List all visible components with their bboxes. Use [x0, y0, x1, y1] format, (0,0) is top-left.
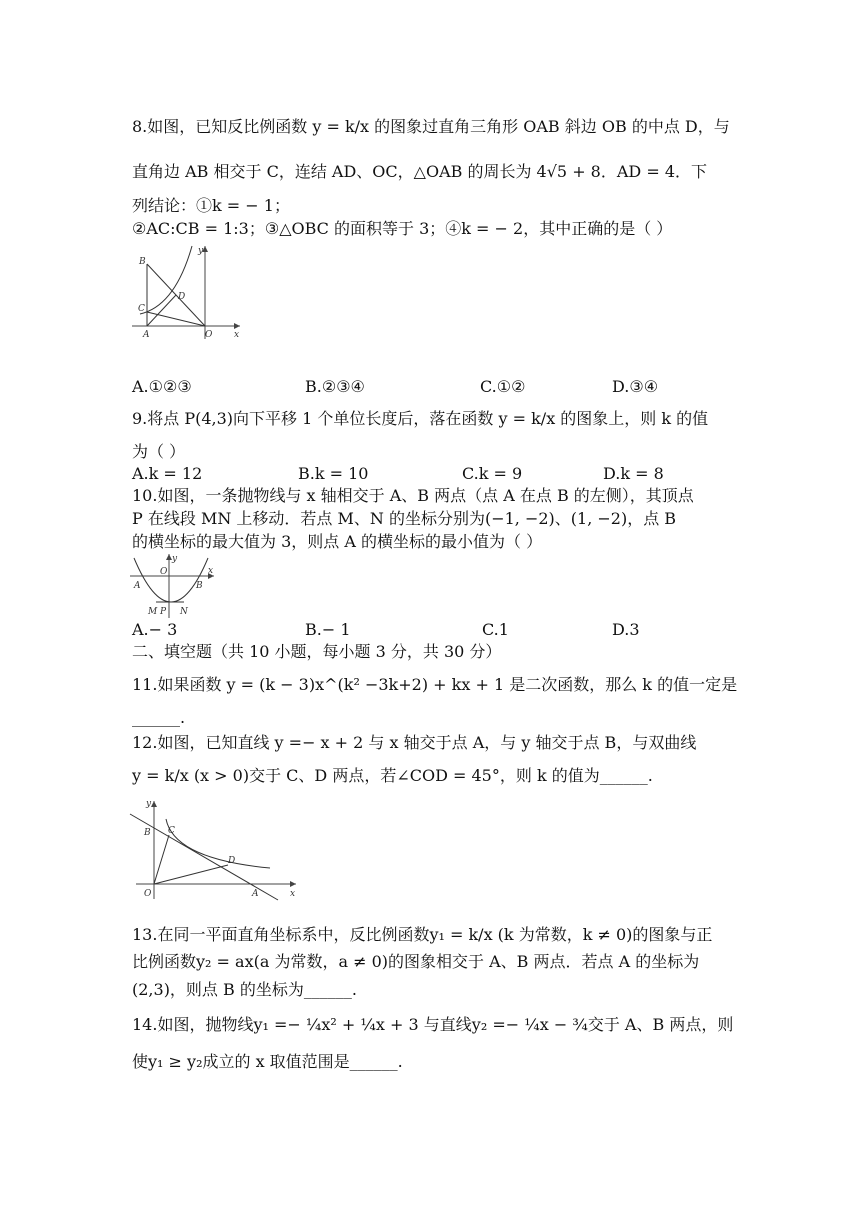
q10-option-c: C.1 — [482, 620, 509, 639]
q8-option-d: D.③④ — [612, 377, 659, 396]
q8-label-o: O — [205, 330, 213, 340]
q12-line-ab — [130, 814, 278, 900]
q8-option-c: C.①② — [480, 377, 526, 396]
q12-label-x: x — [290, 889, 296, 899]
q12-label-d: D — [228, 856, 236, 866]
q8-label-c: C — [138, 304, 145, 314]
q12-label-o: O — [144, 889, 152, 899]
q10-option-d: D.3 — [612, 620, 640, 639]
q8-label-y: y — [198, 246, 204, 256]
q12-line-2: y = k/x (x > 0)交于 C、D 两点，若∠COD = 45°，则 k 的值为______. — [132, 766, 653, 785]
q10-label-y: y — [172, 554, 178, 564]
q9-line-1: 9.将点 P(4,3)向下平移 1 个单位长度后，落在函数 y = k/x 的图象上，则 k 的值 — [132, 409, 709, 428]
q8-label-a: A — [143, 330, 150, 340]
q10-label-p: P — [160, 607, 167, 617]
q10-line-3: 的横坐标的最大值为 3，则点 A 的横坐标的最小值为（ ） — [132, 532, 543, 551]
q10-option-b: B.− 1 — [305, 620, 351, 639]
q9-option-b: B.k = 10 — [298, 464, 369, 483]
q12-segment-oc — [154, 835, 169, 884]
q12-segment-od — [154, 865, 228, 884]
q10-parabola — [134, 558, 208, 602]
q8-label-b: B — [139, 257, 146, 267]
q12-figure — [128, 797, 303, 905]
q12-label-y: y — [146, 799, 152, 809]
q9-option-c: C.k = 9 — [462, 464, 523, 483]
q8-option-b: B.②③④ — [305, 377, 365, 396]
q8-x-arrow-icon — [234, 323, 240, 329]
q10-figure — [128, 552, 218, 622]
q12-line-1: 12.如图，已知直线 y =− x + 2 与 x 轴交于点 A，与 y 轴交于点 B，与双曲线 — [132, 733, 697, 752]
q13-line-1: 13.在同一平面直角坐标系中，反比例函数y₁ = k/x (k 为常数，k ≠ 0)的图象与正 — [132, 925, 713, 944]
q12-label-c: C — [168, 826, 175, 836]
q12-label-a: A — [252, 889, 259, 899]
q11-line-1: 11.如果函数 y = (k − 3)x^(k² −3k+2) + kx + 1 是二次函数，那么 k 的值一定是 — [132, 675, 738, 694]
q8-segment-ad — [147, 295, 176, 326]
section-heading-fill-in: 二、填空题（共 10 小题，每小题 3 分，共 30 分） — [132, 642, 502, 661]
q11-line-2: ______. — [132, 708, 186, 727]
q12-label-b: B — [144, 828, 151, 838]
q14-line-2: 使y₁ ≥ y₂成立的 x 取值范围是______. — [132, 1052, 403, 1071]
q8-option-a: A.①②③ — [132, 377, 192, 396]
q8-label-x: x — [234, 330, 240, 340]
q10-label-b: B — [196, 581, 203, 591]
q10-label-n: N — [180, 607, 188, 617]
q12-y-arrow-icon — [151, 801, 157, 807]
q10-label-a: A — [134, 581, 141, 591]
q13-line-2: 比例函数y₂ = ax(a 为常数，a ≠ 0)的图象相交于 A、B 两点．若点 A 的坐标为 — [132, 952, 700, 971]
q8-line-1: 8.如图，已知反比例函数 y = k/x 的图象过直角三角形 OAB 斜边 OB 的中点 D，与 — [132, 117, 730, 136]
q8-label-d: D — [178, 292, 186, 302]
q14-line-1: 14.如图，抛物线y₁ =− ¼x² + ¼x + 3 与直线y₂ =− ¼x − ¾交于 A、B 两点，则 — [132, 1015, 734, 1034]
q13-line-3: (2,3)，则点 B 的坐标为______. — [132, 980, 357, 999]
q10-label-o: O — [160, 567, 168, 577]
q9-option-a: A.k = 12 — [132, 464, 203, 483]
q8-figure — [130, 244, 245, 344]
q9-option-d: D.k = 8 — [603, 464, 664, 483]
q10-line-1: 10.如图，一条抛物线与 x 轴相交于 A、B 两点（点 A 在点 B 的左侧），其顶点 — [132, 486, 694, 505]
q10-option-a: A.− 3 — [132, 620, 178, 639]
q10-label-x: x — [208, 566, 214, 576]
q8-line-4: ②AC:CB = 1:3；③△OBC 的面积等于 3；④k = − 2，其中正确的是（ ） — [132, 219, 673, 238]
q10-label-m: M — [148, 607, 158, 617]
q10-line-2: P 在线段 MN 上移动．若点 M、N 的坐标分别为(−1, −2)、(1, −2)，点 B — [132, 509, 677, 528]
q9-line-2: 为（ ） — [132, 442, 186, 461]
q8-segment-oc — [147, 312, 205, 326]
q12-x-arrow-icon — [290, 881, 296, 887]
q8-line-3: 列结论：①k = − 1； — [132, 196, 290, 215]
q8-line-2: 直角边 AB 相交于 C，连结 AD、OC，△OAB 的周长为 4√5 + 8．AD = 4．下 — [132, 162, 708, 181]
